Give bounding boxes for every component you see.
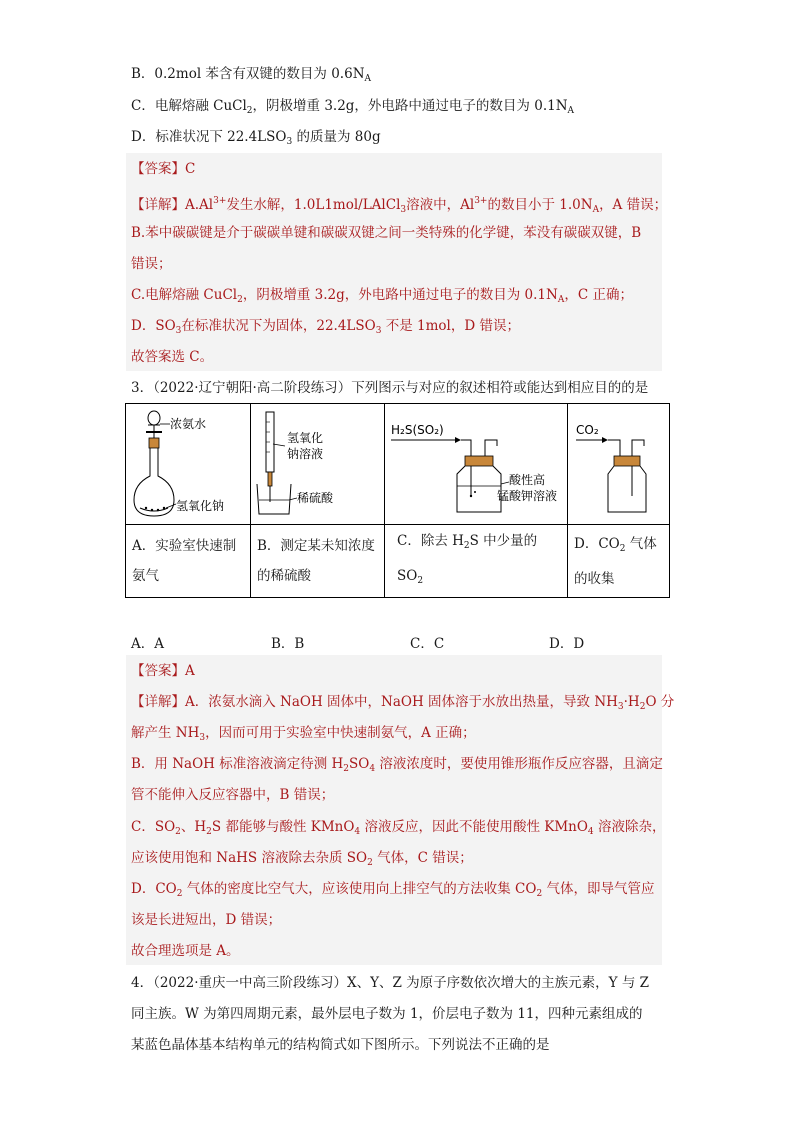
q3-figure-d	[568, 404, 670, 525]
q3-caption-b: B．测定某未知浓度的稀硫酸	[251, 525, 385, 598]
q2-detail-line-6: 故答案选 C。	[131, 349, 214, 365]
q2-detail-line-3: 错误；	[131, 256, 172, 272]
q2-detail-line-2: B.苯中碳碳键是介于碳碳单键和碳碳双键之间一类特殊的化学键，苯没有碳碳双键，B	[131, 225, 642, 241]
label-co2: CO₂	[576, 423, 599, 437]
q3-detail-line-4: 管不能伸入反应容器中，B 错误；	[131, 787, 335, 803]
q3-choice-d: D．D	[549, 636, 585, 652]
q3-detail-line-6: 应该使用饱和 NaHS 溶液除去杂质 $SO_2$ 气体，C 错误；	[131, 850, 473, 868]
q2-option-d: D．标准状况下 $22.4LSO_3$ 的质量为 80g	[131, 129, 381, 147]
q3-choice-a: A．A	[131, 636, 164, 652]
q4-stem-line-2: 同主族。W 为第四周期元素，最外层电子数为 1，价层电子数为 11，四种元素组成的	[131, 1006, 643, 1022]
label-kmno4-2: 锰酸钾溶液	[497, 489, 558, 503]
gas-washing-bottle-icon	[385, 404, 568, 520]
q4-stem-line-3: 某蓝色晶体基本结构单元的结构简式如下图所示。下列说法不正确的是	[131, 1037, 550, 1053]
q2-option-b: B．0.2mol 苯含有双键的数目为 $0.6N_A$	[131, 66, 372, 84]
q3-figure-c	[385, 404, 568, 525]
q2-answer: 【答案】C	[131, 161, 196, 177]
q2-detail-line-5: D．$SO_3$在标准状况下为固体，$22.4LSO_3$ 不是 1mol，D 错误；	[131, 318, 520, 336]
q2-detail-line-4: C.电解熔融 CuCl$_2$，阴极增重 3.2g，外电路中通过电子的数目为 $0.1N_A$，C 正确；	[131, 287, 633, 305]
ammonia-apparatus-icon	[126, 404, 251, 520]
q3-detail-line-8: 该是长进短出，D 错误；	[131, 912, 282, 928]
q3-figure-a	[126, 404, 251, 525]
q3-caption-a: A．实验室快速制氨气	[126, 525, 251, 598]
label-naoh-solution-1: 氢氧化	[287, 431, 324, 445]
q3-answer: 【答案】A	[131, 663, 195, 679]
titration-apparatus-icon	[251, 404, 385, 520]
q3-detail-line-3: B．用 NaOH 标准溶液滴定待测 $H_2SO_4$ 溶液浓度时，要使用锥形瓶作反应容器，且滴定	[131, 756, 663, 774]
q4-stem-line-1: 4．（2022·重庆一中高三阶段练习）X、Y、Z 为原子序数依次增大的主族元素，Y 与 Z	[131, 975, 650, 991]
q3-detail-line-1: 【详解】A．浓氨水滴入 NaOH 固体中，NaOH 固体溶于水放出热量，导致 $NH_3\cdot H_2O$ 分	[131, 694, 675, 712]
q3-figure-table	[125, 403, 670, 598]
label-ammonia-water: 浓氨水	[170, 417, 207, 431]
q3-choice-b: B．B	[271, 636, 305, 652]
label-gas-mixture: H₂S(SO₂)	[391, 423, 444, 437]
q3-detail-line-5: C．$SO_2$、$H_2S$ 都能够与酸性 KMnO$_4$ 溶液反应，因此不能使用酸性 KMnO$_4$ 溶液除杂，	[131, 819, 666, 837]
label-dilute-h2so4: 稀硫酸	[297, 491, 334, 505]
q3-detail-line-7: D．$CO_2$ 气体的密度比空气大，应该使用向上排空气的方法收集 $CO_2$ 气体，即导气管应	[131, 881, 655, 899]
label-naoh: 氢氧化钠	[176, 499, 225, 513]
q3-figure-b	[251, 404, 385, 525]
label-kmno4-1: 酸性高	[509, 473, 546, 487]
q3-stem: 3．（2022·辽宁朝阳·高二阶段练习）下列图示与对应的叙述相符或能达到相应目的的是	[131, 380, 649, 396]
gas-collection-bottle-icon	[568, 404, 670, 520]
q3-detail-line-2: 解产生 $NH_3$，因而可用于实验室中快速制氨气，A 正确；	[131, 725, 476, 743]
q3-detail-line-9: 故合理选项是 A。	[131, 943, 240, 959]
q3-caption-c: C．除去 $H_2S$ 中少量的 $SO_2$	[385, 525, 568, 598]
q2-option-c: C．电解熔融 CuCl$_2$，阴极增重 3.2g，外电路中通过电子的数目为 $0.1N_A$	[131, 98, 575, 116]
q2-detail-line-1: 【详解】$A.Al^{3+}$发生水解，1.0L1mol/LAlCl$_3$溶液中，$Al^{3+}$的数目小于 $1.0N_A$，A 错误；	[131, 196, 668, 215]
q3-caption-d: D．$CO_2$ 气体的收集	[568, 525, 670, 598]
q3-choice-c: C．C	[410, 636, 445, 652]
label-naoh-solution-2: 钠溶液	[287, 447, 324, 461]
